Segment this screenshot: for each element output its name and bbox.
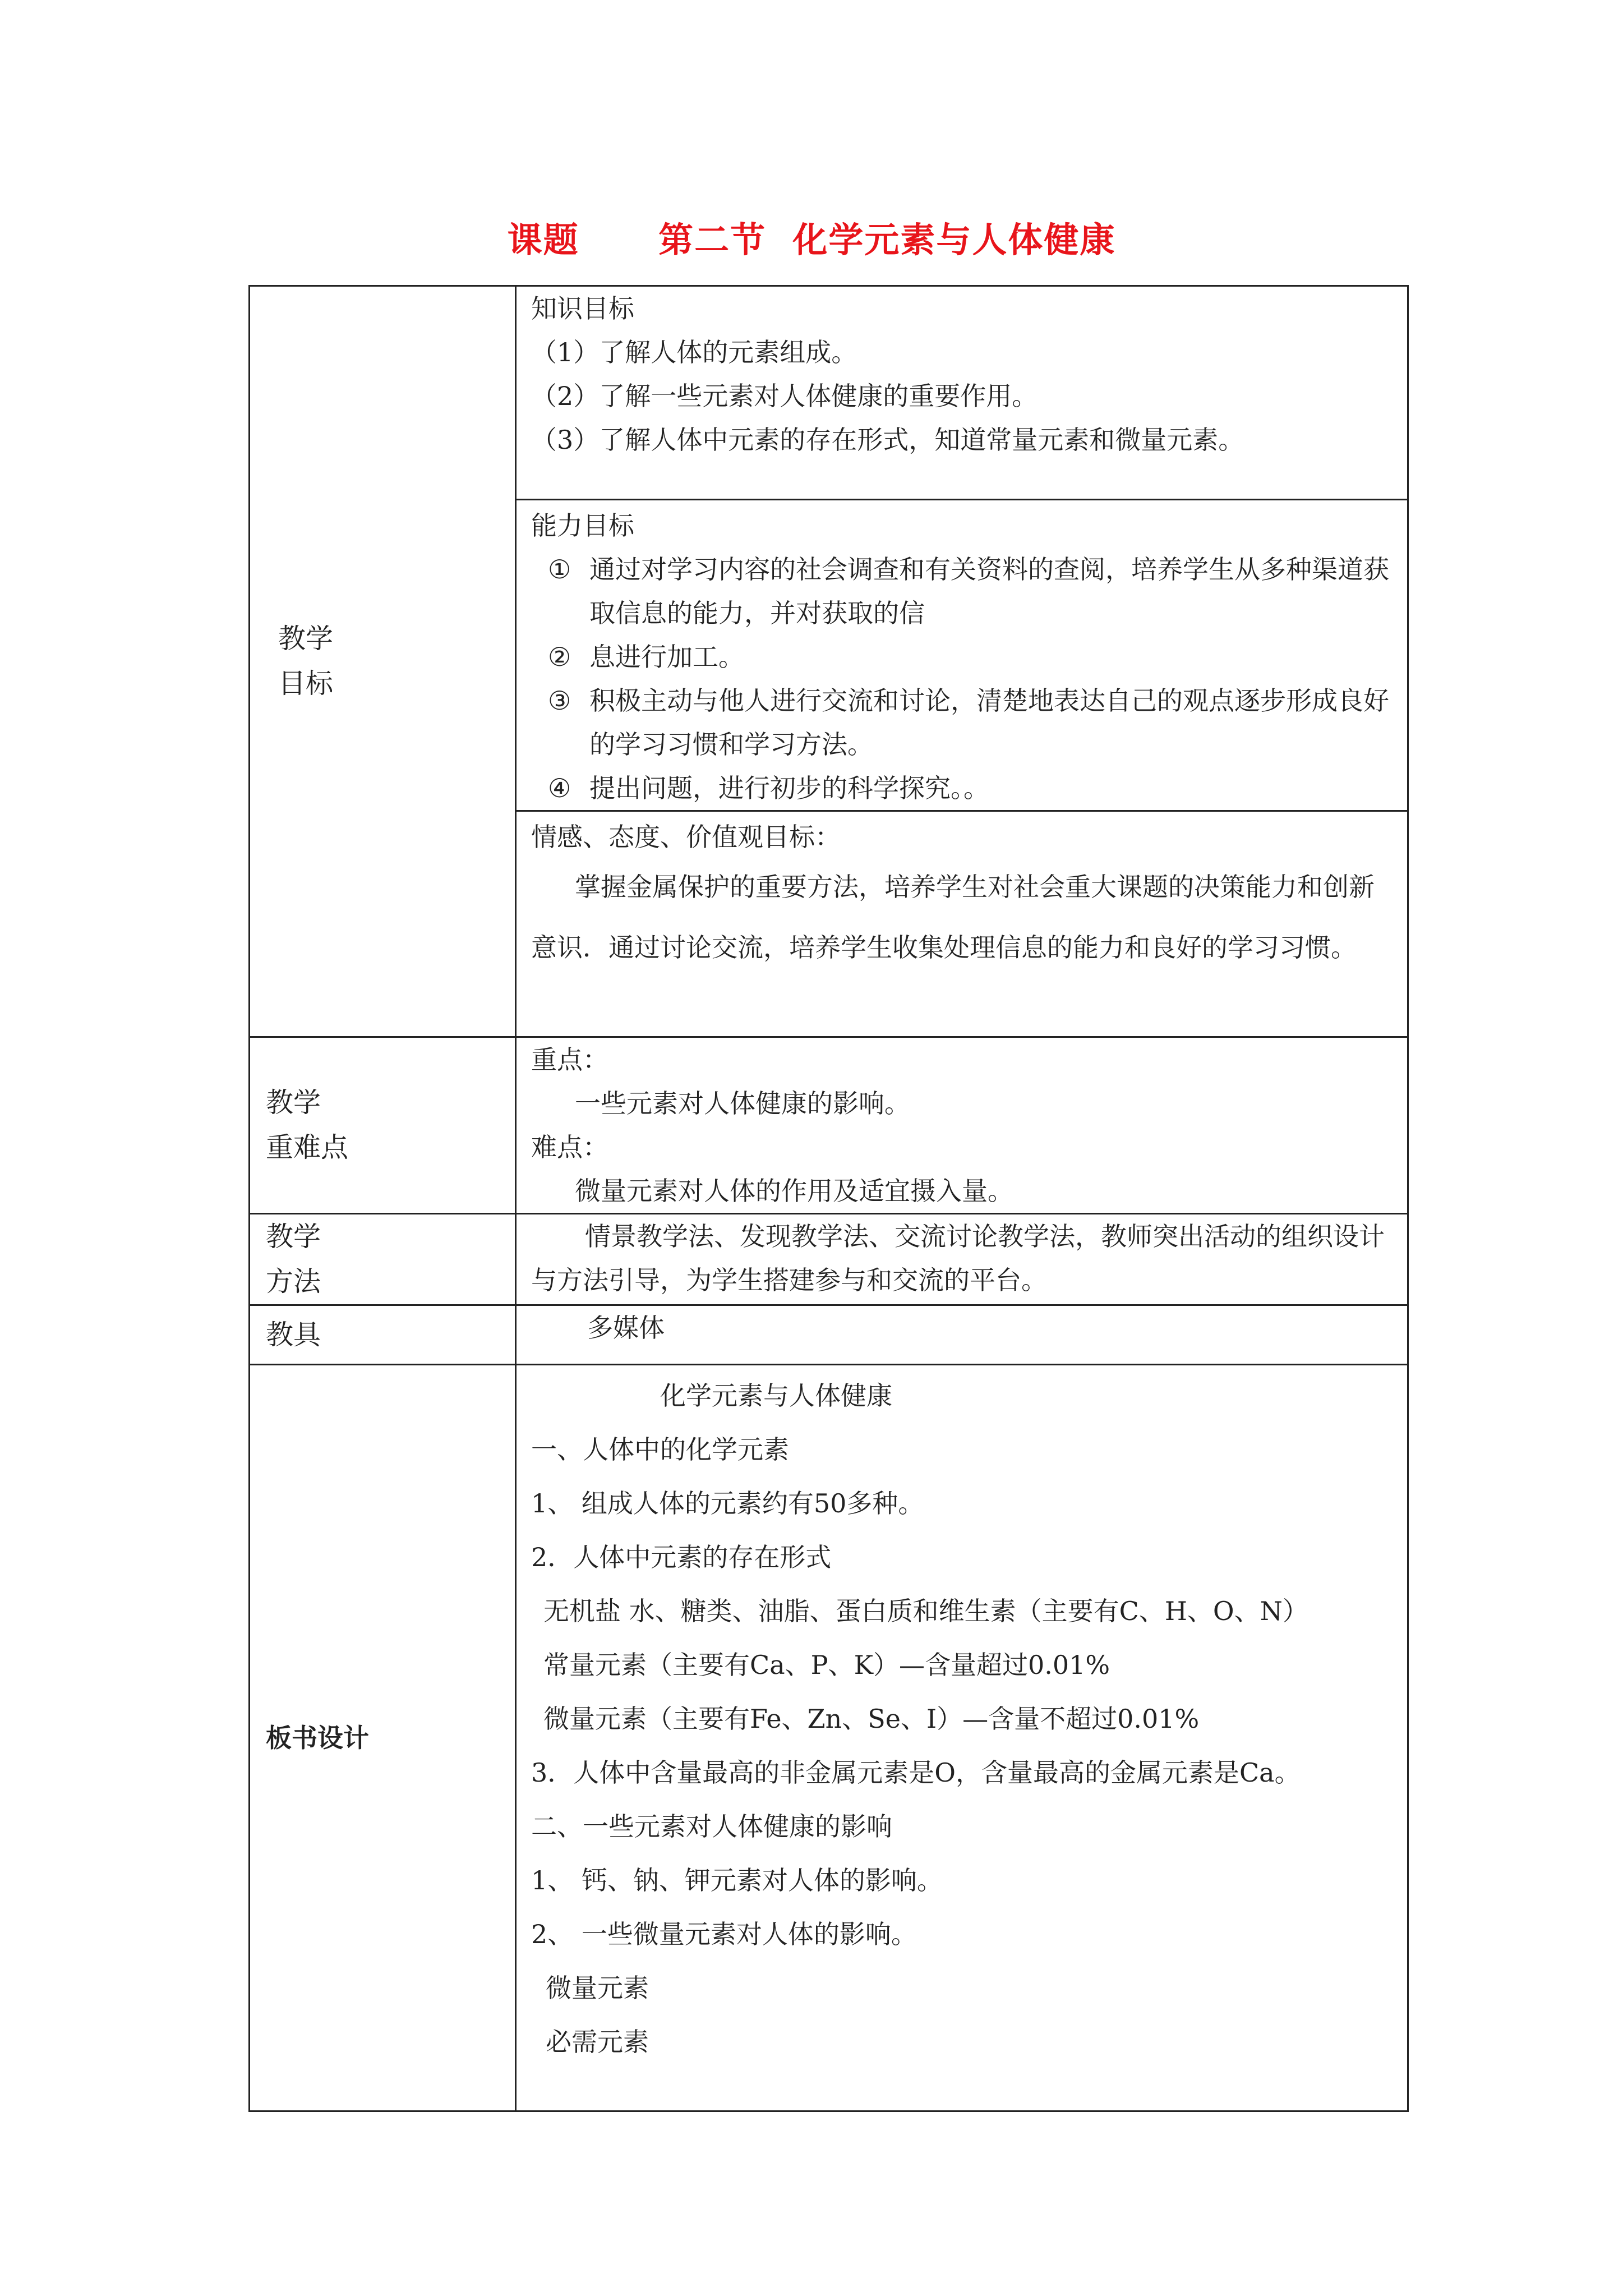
ability-text: 息进行加工。 — [589, 642, 744, 672]
board-line: 微量元素 — [546, 1973, 649, 2003]
ability-item — [531, 547, 1393, 635]
board-line: 常量元素（主要有Ca、P、K）—含量超过0.01% — [543, 1650, 1110, 1680]
board-line: 必需元素 — [546, 2027, 649, 2057]
title-text: 第二节 化学元素与人体健康 — [658, 219, 1116, 260]
ability-heading: 能力目标 — [531, 510, 634, 541]
board-label: 板书设计 — [266, 1723, 369, 1753]
ability-cell — [516, 500, 1408, 811]
tools-cell — [516, 1305, 1408, 1365]
ability-text: 积极主动与他人进行交流和讨论，清楚地表达自己的观点逐步形成良好的学习习惯和学习方法。 — [589, 685, 1389, 760]
key-points-label-line2: 重难点 — [266, 1131, 349, 1163]
key-points-label-line1: 教学 — [266, 1087, 321, 1119]
objectives-knowledge-row — [250, 286, 1408, 500]
emotion-cell — [516, 811, 1408, 1037]
objectives-label-line2: 目标 — [278, 668, 334, 700]
board-title: 化学元素与人体健康 — [660, 1381, 892, 1411]
title-prefix: 课题 — [507, 219, 579, 260]
key-heading: 重点： — [531, 1045, 608, 1075]
knowledge-item: （2）了解一些元素对人体健康的重要作用。 — [531, 381, 1038, 411]
knowledge-item: （1）了解人体的元素组成。 — [531, 337, 857, 367]
emotion-text: 掌握金属保护的重要方法，培养学生对社会重大课题的决策能力和创新意识．通过讨论交流，培养学生收集处理信息的能力和良好的学习习惯。 — [531, 872, 1375, 963]
board-cell — [516, 1365, 1408, 2111]
knowledge-cell — [516, 286, 1408, 500]
page-title — [0, 212, 1623, 262]
board-line: 1、 组成人体的元素约有50多种。 — [531, 1488, 924, 1519]
ability-list — [531, 547, 1393, 810]
methods-row — [250, 1214, 1408, 1305]
tools-label-cell — [250, 1305, 516, 1365]
board-line: 3．人体中含量最高的非金属元素是O，含量最高的金属元素是Ca。 — [531, 1757, 1301, 1788]
board-line: 二、一些元素对人体健康的影响 — [531, 1811, 892, 1842]
ability-marker: ① — [548, 554, 571, 585]
tools-text: 多媒体 — [587, 1313, 665, 1343]
board-line: 无机盐 水、糖类、油脂、蛋白质和维生素（主要有C、H、O、N） — [543, 1596, 1308, 1626]
objectives-label-line1: 教学 — [278, 623, 334, 655]
key-points-cell — [516, 1037, 1408, 1214]
knowledge-heading: 知识目标 — [531, 293, 634, 324]
key-text: 一些元素对人体健康的影响。 — [575, 1088, 910, 1119]
methods-text: 情景教学法、发现教学法、交流讨论教学法，教师突出活动的组织设计与方法引导，为学生搭建参与和交流的平台。 — [531, 1221, 1385, 1295]
methods-label-cell — [250, 1214, 516, 1305]
methods-label-line1: 教学 — [266, 1221, 321, 1253]
difficult-heading: 难点： — [531, 1132, 608, 1162]
key-points-label-cell — [250, 1037, 516, 1214]
tools-row — [250, 1305, 1408, 1365]
ability-marker: ④ — [548, 773, 571, 803]
board-row — [250, 1365, 1408, 2111]
board-line: 一、人体中的化学元素 — [531, 1434, 789, 1465]
ability-marker: ② — [548, 642, 571, 672]
tools-label: 教具 — [266, 1318, 321, 1351]
board-line: 2、 一些微量元素对人体的影响。 — [531, 1919, 917, 1949]
ability-text: 通过对学习内容的社会调查和有关资料的查阅，培养学生从多种渠道获取信息的能力，并对获取的信 — [589, 554, 1389, 628]
board-line: 1、 钙、钠、钾元素对人体的影响。 — [531, 1865, 943, 1895]
lesson-plan-table — [248, 285, 1409, 2112]
key-points-row — [250, 1037, 1408, 1214]
knowledge-item: （3）了解人体中元素的存在形式，知道常量元素和微量元素。 — [531, 425, 1244, 455]
objectives-label-cell — [250, 286, 516, 1037]
methods-label-line2: 方法 — [266, 1266, 321, 1297]
board-label-cell — [250, 1365, 516, 2111]
ability-item — [531, 635, 1393, 679]
board-line: 微量元素（主要有Fe、Zn、Se、I）—含量不超过0.01% — [543, 1704, 1200, 1734]
ability-item — [531, 679, 1393, 766]
ability-text: 提出问题，进行初步的科学探究。。 — [589, 773, 989, 803]
methods-cell — [516, 1214, 1408, 1305]
difficult-text: 微量元素对人体的作用及适宜摄入量。 — [575, 1176, 1013, 1206]
emotion-heading: 情感、态度、价值观目标： — [531, 822, 841, 852]
board-line: 2．人体中元素的存在形式 — [531, 1542, 832, 1572]
ability-item — [531, 766, 1393, 810]
ability-marker: ③ — [548, 685, 571, 716]
